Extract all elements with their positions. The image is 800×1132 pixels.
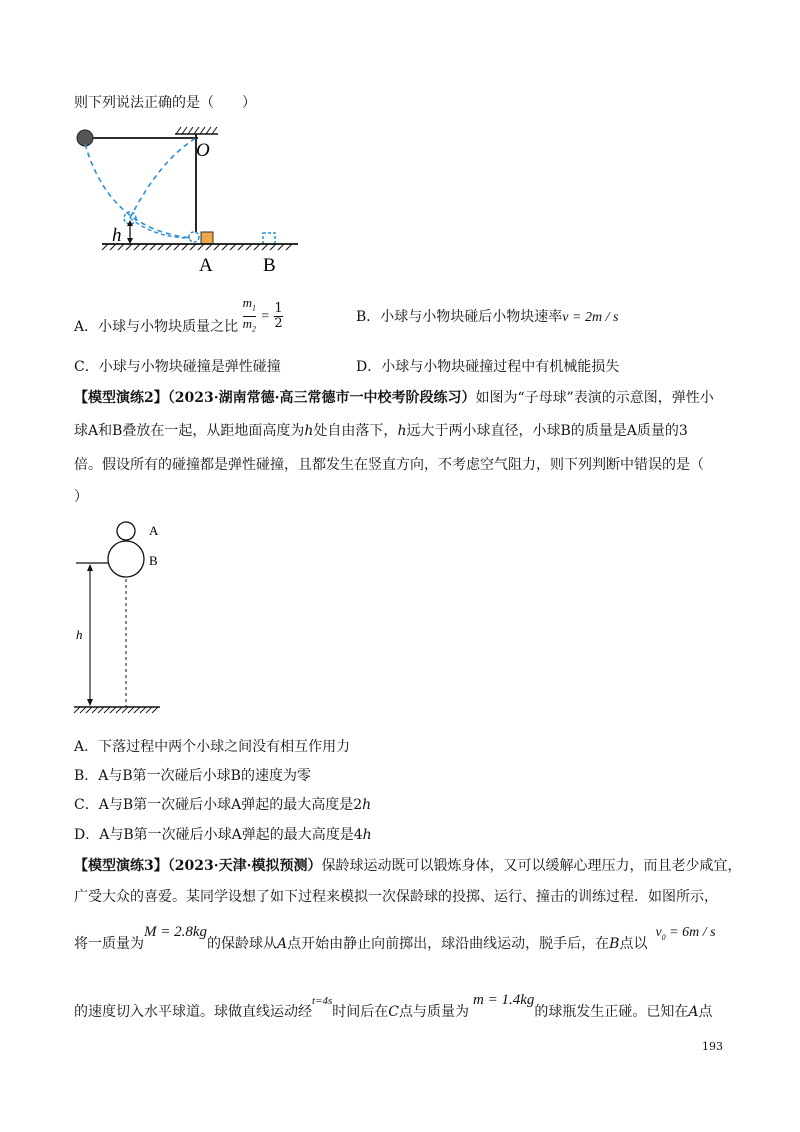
q3-line-3: 将一质量为M = 2.8kg的保龄球从A点开始由静止向前掷出，球沿曲线运动，脱手后，在B点以$v_0 = 6m / s$ — [74, 924, 716, 952]
q1-option-d: D．小球与小物块碰撞过程中有机械能损失 — [356, 359, 620, 375]
q2-option-b: B．A与B第一次碰后小球B的速度为零 — [74, 768, 311, 784]
arc-string-path — [130, 138, 196, 218]
q1-stem: 则下列说法正确的是（ ） — [74, 95, 256, 111]
label-b: B — [263, 255, 276, 276]
label-a: A — [149, 523, 159, 538]
ground-hatch — [74, 707, 158, 713]
q1-option-c: C．小球与小物块碰撞是弹性碰撞 — [74, 359, 281, 375]
q3-line-4: 的速度切入水平球道。球做直线运动经$^{t=4s}$时间后在C点与质量为m = 1.4kg的球瓶发生正碰。已知在A点 — [74, 992, 713, 1020]
label-a: A — [199, 255, 213, 276]
label-h: h — [76, 627, 83, 642]
label-o: O — [196, 140, 210, 161]
q2-line-2: 球A和B叠放在一起，从距地面高度为h处自由落下，h远大于两小球直径，小球B的质量是A质量的3 — [74, 423, 688, 439]
ball-a — [117, 522, 135, 540]
q3-line-2: 广受大众的喜爱。某同学设想了如下过程来模拟一次保龄球的投掷、运行、撞击的训练过程．如图所示， — [74, 889, 718, 905]
ball-start — [77, 130, 93, 146]
label-b: B — [149, 553, 158, 568]
ceiling-hatch — [176, 127, 217, 134]
ball-dashed-low — [189, 232, 199, 242]
q2-stacked-balls-figure — [70, 515, 190, 720]
block-b-dashed — [263, 233, 275, 244]
arc-lower-path — [130, 218, 190, 238]
q1-option-a: A．小球与小物块质量之比 $\frac{m_1}{m_2}$ = $\frac{1}{2}$ — [74, 295, 283, 336]
label-h: h — [112, 225, 122, 246]
q1-pendulum-figure — [70, 120, 310, 280]
q2-option-a: A．下落过程中两个小球之间没有相互作用力 — [74, 739, 351, 755]
page-number: 193 — [702, 1040, 723, 1053]
q2-option-d: D．A与B第一次碰后小球A弹起的最大高度是4h — [74, 827, 372, 843]
ball-b — [108, 541, 144, 577]
q2-option-c: C．A与B第一次碰后小球A弹起的最大高度是2h — [74, 797, 372, 813]
q2-line-3: 倍。假设所有的碰撞都是弹性碰撞，且都发生在竖直方向，不考虑空气阻力，则下列判断中错误的是（ — [74, 457, 704, 473]
q2-header-line: 【模型演练2】（2023·湖南常德·高三常德市一中校考阶段练习）如图为“子母球”表演的示意图，弹性小 — [74, 390, 714, 406]
q1-option-b: B．小球与小物块碰后小物块速率v = 2m / s — [356, 309, 619, 325]
q2-line-4: ） — [74, 489, 88, 505]
q3-header-line: 【模型演练3】（2023·天津·模拟预测）保龄球运动既可以锻炼身体，又可以缓解心理压力，而且老少咸宜， — [74, 858, 742, 874]
block-a — [201, 232, 213, 244]
